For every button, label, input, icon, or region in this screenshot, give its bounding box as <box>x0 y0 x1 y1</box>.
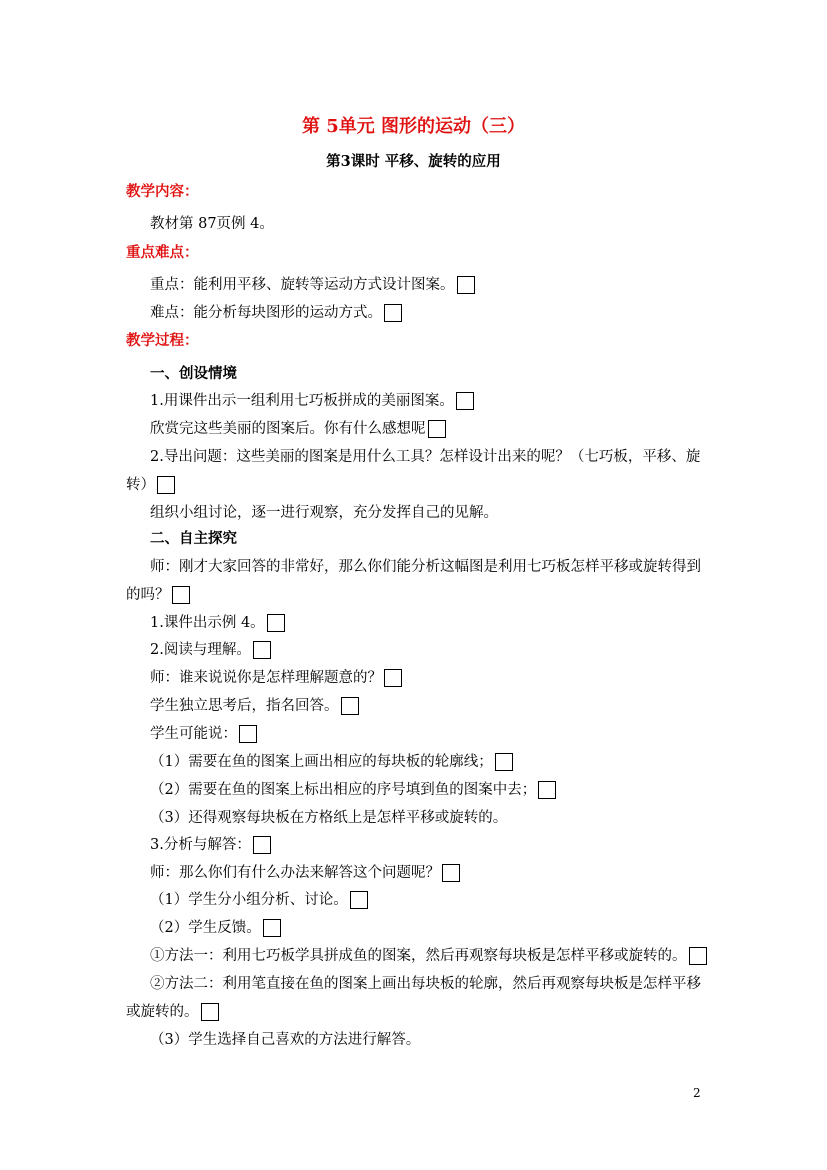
checkbox-icon <box>384 304 402 322</box>
section-one-heading: 一、创设情境 <box>150 365 237 382</box>
checkbox-icon <box>239 725 257 743</box>
line-text: 或旋转的。 <box>126 1004 199 1020</box>
text-line <box>150 640 271 660</box>
line-text: 师：那么你们有什么办法来解答这个问题呢？ <box>150 865 440 881</box>
text-line: （3）还得观察每块板在方格纸上是怎样平移或旋转的。 <box>150 810 508 826</box>
process-heading: 教学过程： <box>126 332 199 349</box>
line-text: 学生独立思考后，指名回答。 <box>150 698 339 714</box>
checkbox-icon <box>495 753 513 771</box>
checkbox-icon <box>172 586 190 604</box>
text-line <box>150 752 513 772</box>
checkbox-icon <box>538 781 556 799</box>
content-heading: 教学内容： <box>126 183 199 200</box>
checkbox-icon <box>457 276 475 294</box>
line-text: （1）需要在鱼的图案上画出相应的每块板的轮廓线； <box>150 754 493 770</box>
text-line <box>126 1002 219 1022</box>
line-text: 师：谁来说说你是怎样理解题意的？ <box>150 670 382 686</box>
checkbox-icon <box>157 476 175 494</box>
checkbox-icon <box>263 919 281 937</box>
text-line: （3）学生选择自己喜欢的方法进行解答。 <box>150 1032 421 1048</box>
text-line: 师：刚才大家回答的非常好，那么你们能分析这幅图是利用七巧板怎样平移或旋转得到 <box>150 559 701 575</box>
checkbox-icon <box>428 420 446 438</box>
text-line <box>150 724 257 744</box>
checkbox-icon <box>350 891 368 909</box>
content-text: 教材第 87页例 4。 <box>150 216 274 232</box>
line-text: 2.阅读与理解。 <box>150 642 251 658</box>
key-point-line <box>150 275 475 295</box>
section-two-heading: 二、自主探究 <box>150 530 237 547</box>
checkbox-icon <box>384 669 402 687</box>
text-line <box>126 475 175 495</box>
line-text: 3.分析与解答： <box>150 837 251 853</box>
text-line: ②方法二：利用笔直接在鱼的图案上画出每块板的轮廓，然后再观察每块板是怎样平移 <box>150 976 701 992</box>
key-point-text: 重点：能利用平移、旋转等运动方式设计图案。 <box>150 277 455 293</box>
text-line <box>150 835 271 855</box>
checkbox-icon <box>267 614 285 632</box>
text-line: 2.导出问题：这些美丽的图案是用什么工具？怎样设计出来的呢？（七巧板，平移、旋 <box>150 449 701 465</box>
checkbox-icon <box>442 864 460 882</box>
text-line <box>150 918 281 938</box>
line-text: 欣赏完这些美丽的图案后。你有什么感想呢 <box>150 421 426 437</box>
line-text: （2）学生反馈。 <box>150 920 261 936</box>
page-number: 2 <box>693 1086 701 1100</box>
text-line <box>150 668 402 688</box>
difficulty-line <box>150 303 402 323</box>
text-line <box>150 391 474 411</box>
line-text: （2）需要在鱼的图案上标出相应的序号填到鱼的图案中去； <box>150 782 537 798</box>
text-line <box>150 780 556 800</box>
checkbox-icon <box>689 947 707 965</box>
text-line <box>150 890 368 910</box>
checkbox-icon <box>341 697 359 715</box>
text-line <box>150 946 707 966</box>
key-heading: 重点难点： <box>126 244 199 261</box>
text-line <box>150 696 359 716</box>
text-line <box>150 613 285 633</box>
difficulty-text: 难点：能分析每块图形的运动方式。 <box>150 305 382 321</box>
checkbox-icon <box>456 392 474 410</box>
line-text: （1）学生分小组分析、讨论。 <box>150 892 348 908</box>
line-text: 1.课件出示例 4。 <box>150 615 265 631</box>
text-line <box>126 585 190 605</box>
checkbox-icon <box>253 836 271 854</box>
checkbox-icon <box>253 641 271 659</box>
line-text: 的吗？ <box>126 587 170 603</box>
text-line <box>150 863 460 883</box>
line-text: 学生可能说： <box>150 726 237 742</box>
line-text: ①方法一：利用七巧板学具拼成鱼的图案，然后再观察每块板是怎样平移或旋转的。 <box>150 948 687 964</box>
line-text: 转） <box>126 477 155 493</box>
text-line <box>150 419 446 439</box>
unit-title: 第 5单元 图形的运动（三） <box>301 116 526 137</box>
checkbox-icon <box>201 1003 219 1021</box>
line-text: 1.用课件出示一组利用七巧板拼成的美丽图案。 <box>150 393 454 409</box>
lesson-subtitle: 第3课时 平移、旋转的应用 <box>326 153 501 170</box>
text-line: 组织小组讨论，逐一进行观察，充分发挥自己的见解。 <box>150 505 498 521</box>
